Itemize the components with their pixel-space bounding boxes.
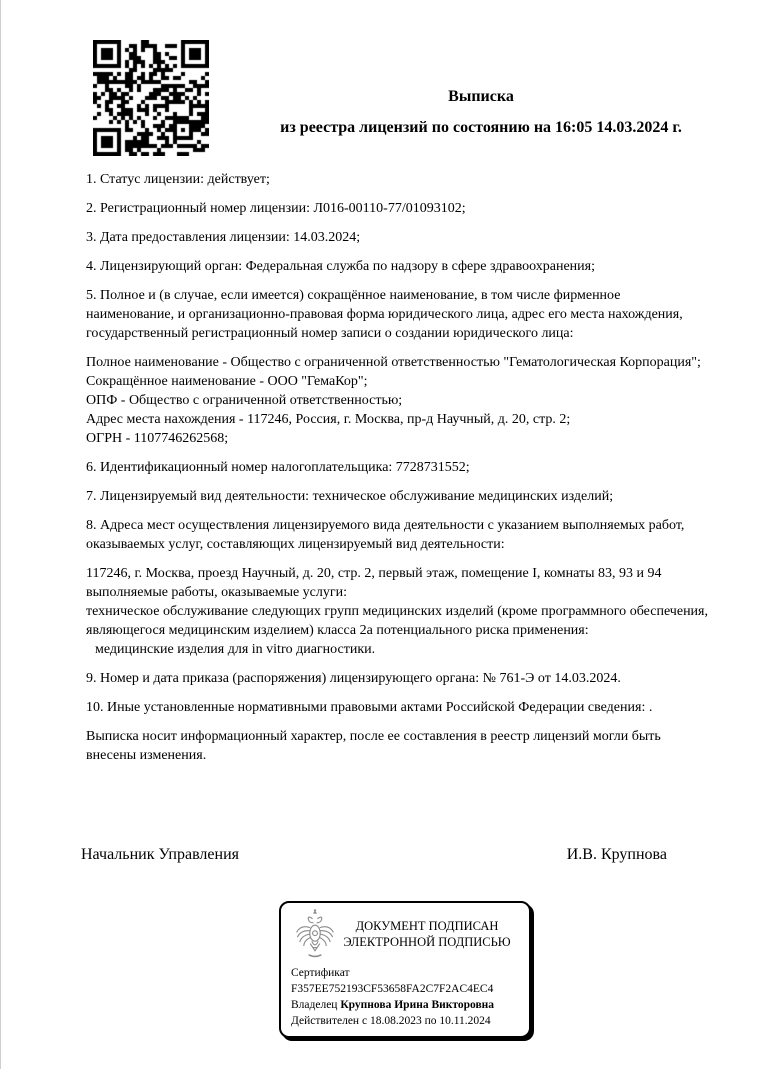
stamp-fields — [291, 965, 519, 1029]
disclaimer: Выписка носит информационный характер, после ее составления в реестр лицензий могли быть внесены изменения. — [86, 729, 661, 763]
double-headed-eagle-emblem-icon — [291, 908, 339, 960]
title-line-2: из реестра лицензий по состоянию на 16:05 14.03.2024 г. — [280, 119, 682, 136]
item-8-activity-details — [86, 564, 708, 659]
signer-name: И.В. Крупнова — [566, 846, 667, 863]
entity-address: Адрес места нахождения - 117246, Россия, г. Москва, пр-д Научный, д. 20, стр. 2; — [86, 412, 571, 427]
item-9-order-number: 9. Номер и дата приказа (распоряжения) лицензирующего органа: № 761-Э от 14.03.2024. — [86, 671, 621, 686]
activity-address: 117246, г. Москва, проезд Научный, д. 20, стр. 2, первый этаж, помещение I, комнаты 83, 93 и 94 — [86, 566, 662, 581]
item-10-other-info: 10. Иные установленные нормативными правовыми актами Российской Федерации сведения: . — [86, 700, 653, 715]
certificate-label: Сертификат — [291, 967, 350, 979]
item-5-entity-details — [86, 353, 708, 448]
owner-name: Крупнова Ирина Викторовна — [340, 999, 495, 1011]
qr-code — [93, 40, 209, 156]
document-header — [1, 0, 757, 170]
owner-label: Владелец — [291, 999, 338, 1011]
item-4-licensing-authority: 4. Лицензирующий орган: Федеральная служба по надзору в сфере здравоохранения; — [86, 259, 595, 274]
entity-legal-form: ОПФ - Общество с ограниченной ответственностью; — [86, 393, 403, 408]
signature-row — [1, 844, 757, 865]
stamp-top — [291, 908, 519, 960]
entity-ogrn: ОГРН - 1107746262568; — [86, 431, 229, 446]
entity-short-name: Сокращённое наименование - ООО "ГемаКор"; — [86, 374, 368, 389]
entity-full-name: Полное наименование - Общество с ограниченной ответственностью "Гематологическая Корпорация"; — [86, 355, 701, 370]
item-1-license-status: 1. Статус лицензии: действует; — [86, 172, 270, 187]
item-2-registration-number: 2. Регистрационный номер лицензии: Л016-00110-77/01093102; — [86, 201, 466, 216]
electronic-signature-stamp — [279, 901, 531, 1038]
works-description: техническое обслуживание следующих групп медицинских изделий (кроме программного обеспечения, являющегося медицинским изделием) класса 2а потенциального риска применения: — [86, 604, 708, 638]
stamp-certificate-line — [291, 965, 519, 997]
works-item-invitro: медицинские изделия для in vitro диагностики. — [95, 642, 376, 657]
document-body — [86, 170, 708, 765]
signer-position: Начальник Управления — [81, 846, 239, 863]
stamp-owner-line — [291, 997, 519, 1013]
item-8-activity-addresses-intro: 8. Адреса мест осуществления лицензируемого вида деятельности с указанием выполняемых работ, оказываемых услуг, составляющих лицензируемый вид деятельности: — [86, 518, 685, 552]
stamp-title — [339, 918, 519, 950]
works-label: выполняемые работы, оказываемые услуги: — [86, 585, 348, 600]
title-line-1: Выписка — [448, 88, 514, 105]
stamp-title-line-1: ДОКУМЕНТ ПОДПИСАН — [355, 919, 499, 933]
item-6-inn: 6. Идентификационный номер налогоплательщика: 7728731552; — [86, 460, 470, 475]
document-title — [254, 88, 708, 137]
stamp-title-line-2: ЭЛЕКТРОННОЙ ПОДПИСЬЮ — [343, 935, 511, 949]
certificate-value: F357EE752193CF53658FA2C7F2AC4EC4 — [291, 983, 494, 995]
item-5-entity-intro: 5. Полное и (в случае, если имеется) сокращённое наименование, в том числе фирменное наименование, и организационно-правовая форма юридического лица, адрес его места нахождения, государственный регистрационный номер записи о создании юридического лица: — [86, 288, 683, 341]
item-3-grant-date: 3. Дата предоставления лицензии: 14.03.2024; — [86, 230, 361, 245]
item-7-licensed-activity: 7. Лицензируемый вид деятельности: техническое обслуживание медицинских изделий; — [86, 489, 614, 504]
stamp-validity-line: Действителен с 18.08.2023 по 10.11.2024 — [291, 1015, 491, 1027]
